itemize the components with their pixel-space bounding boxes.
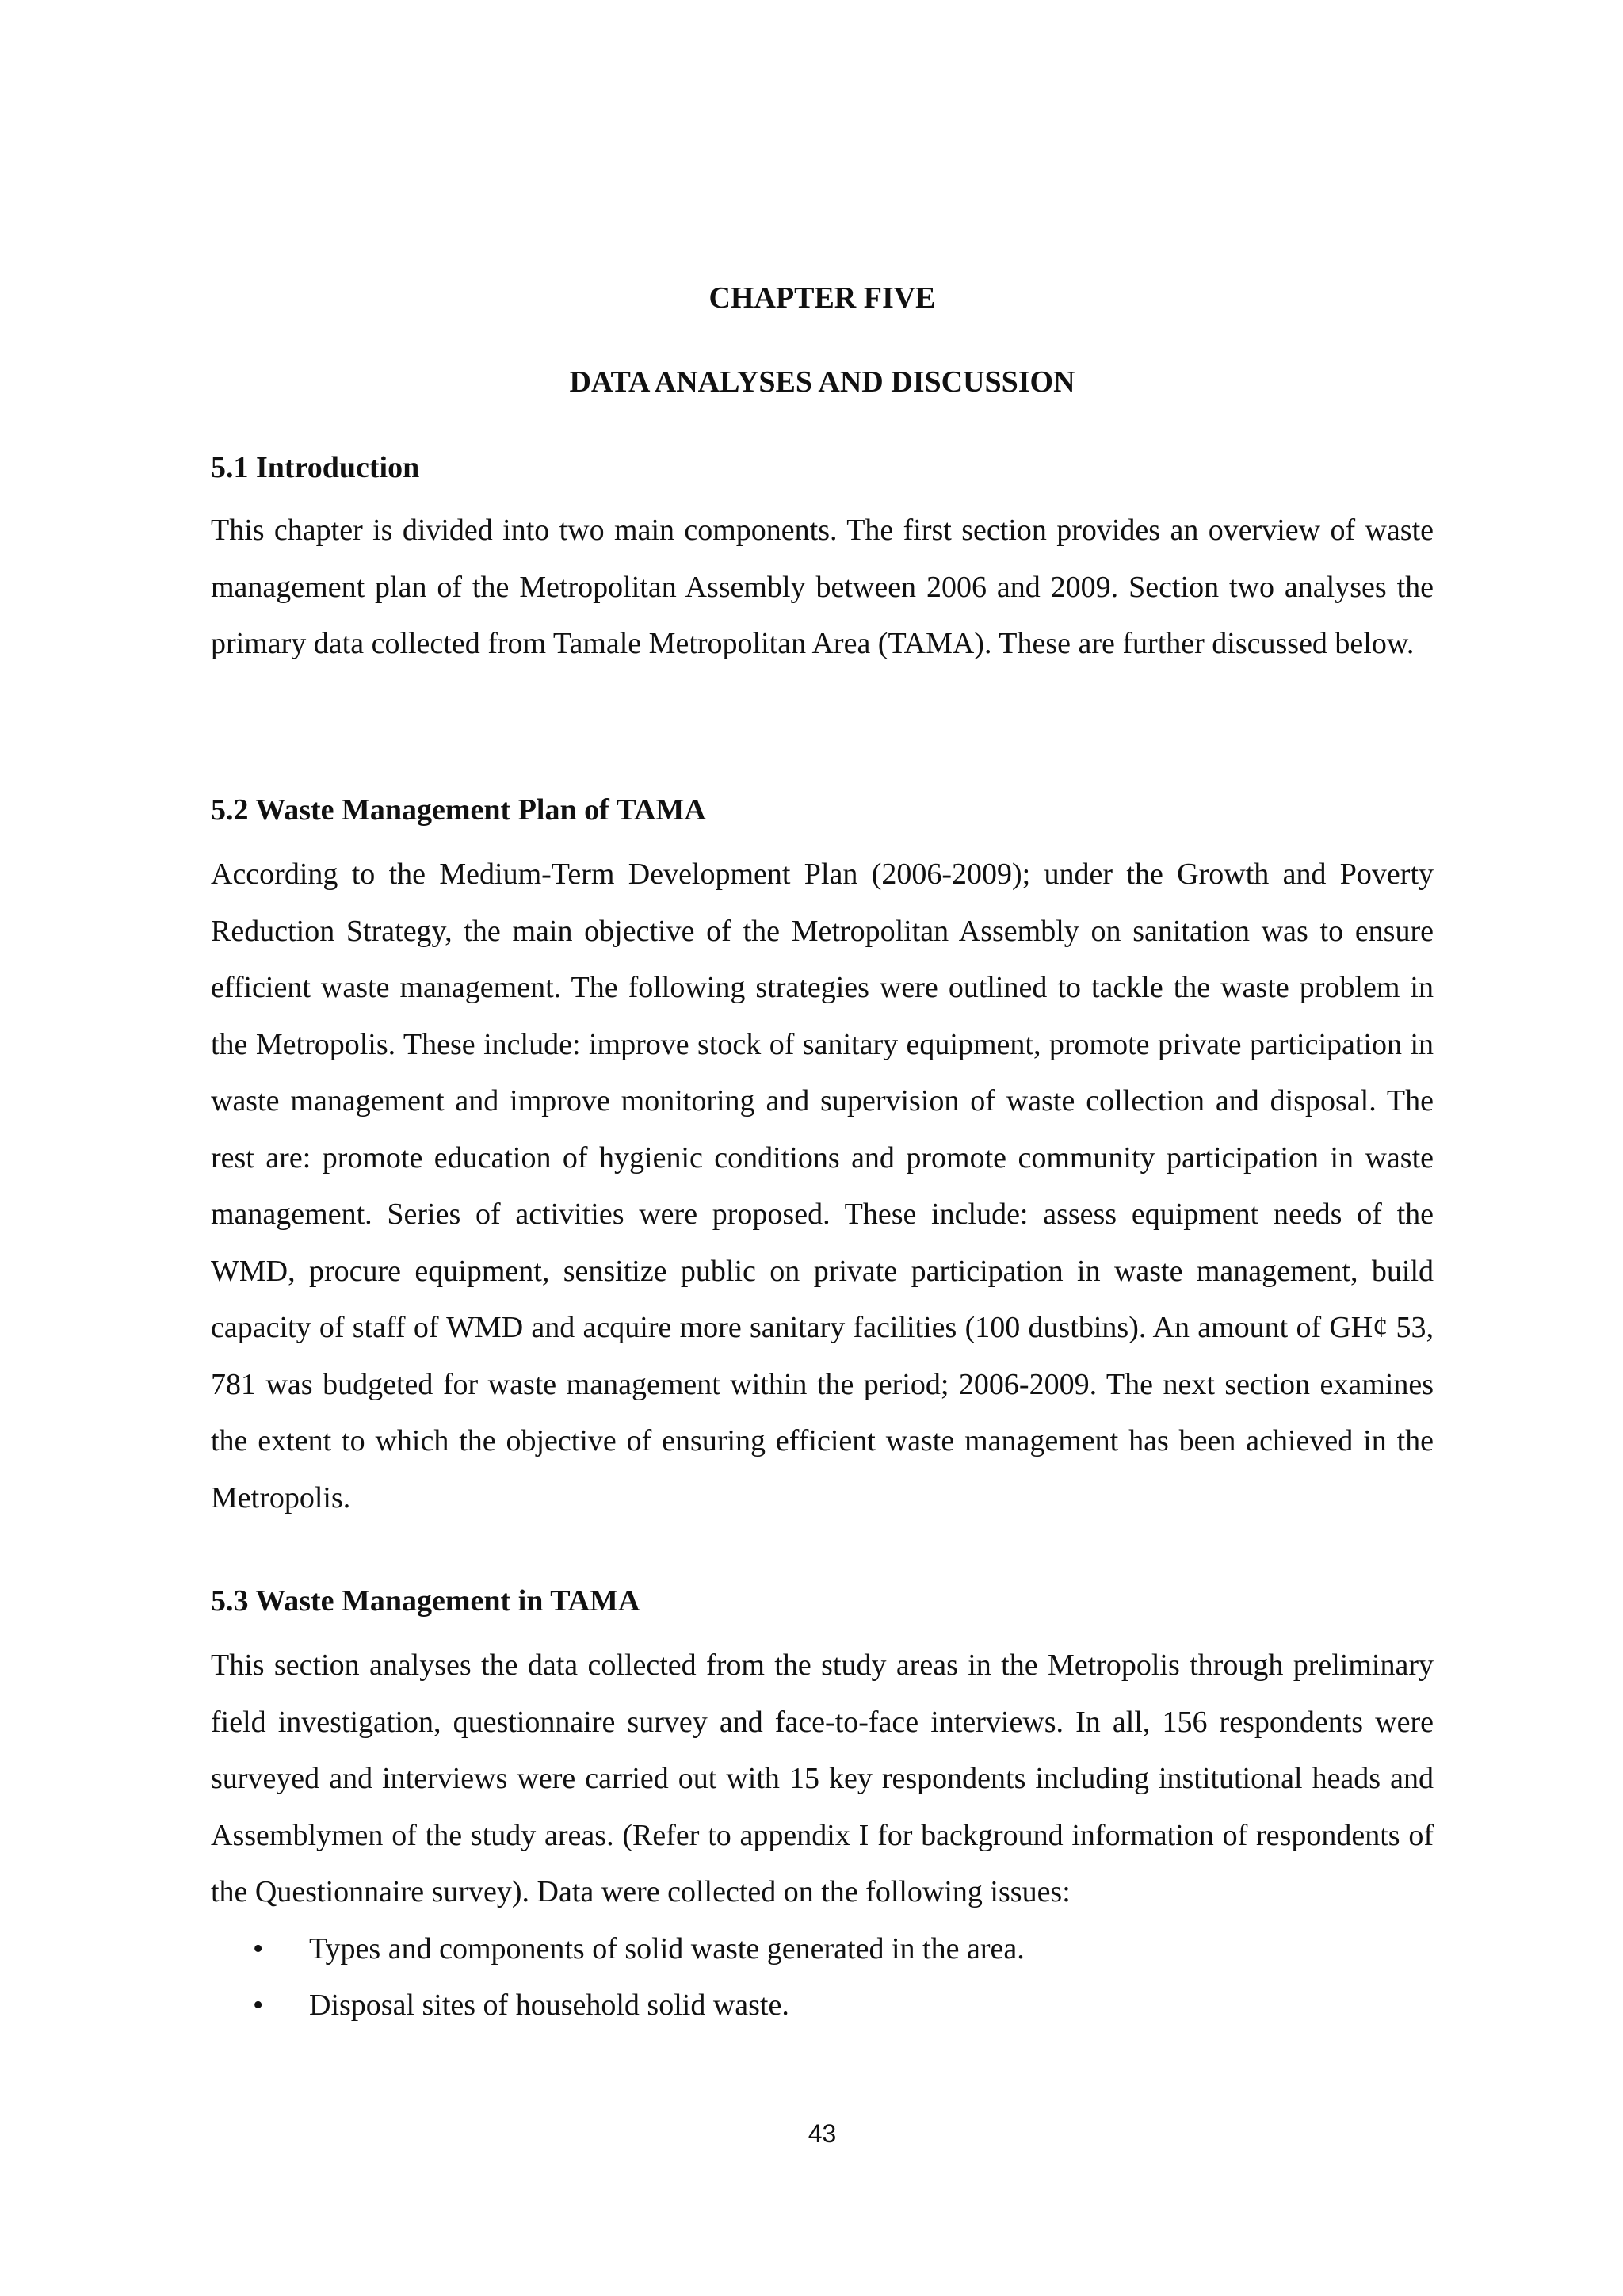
- section-paragraph: This section analyses the data collected from the study areas in the Metropolis through preliminary field investigation, questionnaire survey and face-to-face interviews. In all, 156 respondents were surveyed and interviews were carried out with 15 key respondents including institutional heads and Assemblymen of the study areas. (Refer to appendix I for background information of respondents of the Questionnaire survey). Data were collected on the following issues:: [211, 1648, 1434, 1908]
- list-item: [211, 1921, 1434, 1978]
- section-paragraph: This chapter is divided into two main components. The first section provides an overview of waste management plan of the Metropolitan Assembly between 2006 and 2009. Section two analyses the primary data collected from Tamale Metropolitan Area (TAMA). These are further discussed below.: [211, 514, 1434, 660]
- list-item-text: Disposal sites of household solid waste.: [309, 1988, 789, 2022]
- section-heading: 5.1 Introduction: [211, 451, 420, 484]
- section-heading: 5.3 Waste Management in TAMA: [211, 1584, 640, 1618]
- section-heading: 5.2 Waste Management Plan of TAMA: [211, 793, 706, 827]
- chapter-subtitle: DATA ANALYSES AND DISCUSSION: [569, 365, 1075, 399]
- page-number: 43: [808, 2119, 837, 2148]
- section-waste-management-plan: [211, 791, 1434, 1526]
- bullet-list: [211, 1921, 1434, 2034]
- chapter-title: CHAPTER FIVE: [708, 281, 936, 315]
- section-waste-management-tama: [211, 1582, 1434, 2034]
- section-introduction: [211, 449, 1434, 673]
- list-item: [211, 1977, 1434, 2034]
- bullet-icon: •: [253, 1931, 264, 1966]
- section-paragraph: According to the Medium-Term Development Plan (2006-2009); under the Growth and Poverty Reduction Strategy, the main objective of the Metropolitan Assembly on sanitation was to ensure efficient waste management. The following strategies were outlined to tackle the waste problem in the Metropolis. These include: improve stock of sanitary equipment, promote private participation in waste management and improve monitoring and supervision of waste collection and disposal. The rest are: promote education of hygienic conditions and promote community participation in waste management. Series of activities were proposed. These include: assess equipment needs of the WMD, procure equipment, sensitize public on private participation in waste management, build capacity of staff of WMD and acquire more sanitary facilities (100 dustbins). An amount of GH¢ 53, 781 was budgeted for waste management within the period; 2006-2009. The next section examines the extent to which the objective of ensuring efficient waste management has been achieved in the Metropolis.: [211, 858, 1434, 1515]
- list-item-text: Types and components of solid waste generated in the area.: [309, 1931, 1025, 1966]
- bullet-icon: •: [253, 1988, 264, 2022]
